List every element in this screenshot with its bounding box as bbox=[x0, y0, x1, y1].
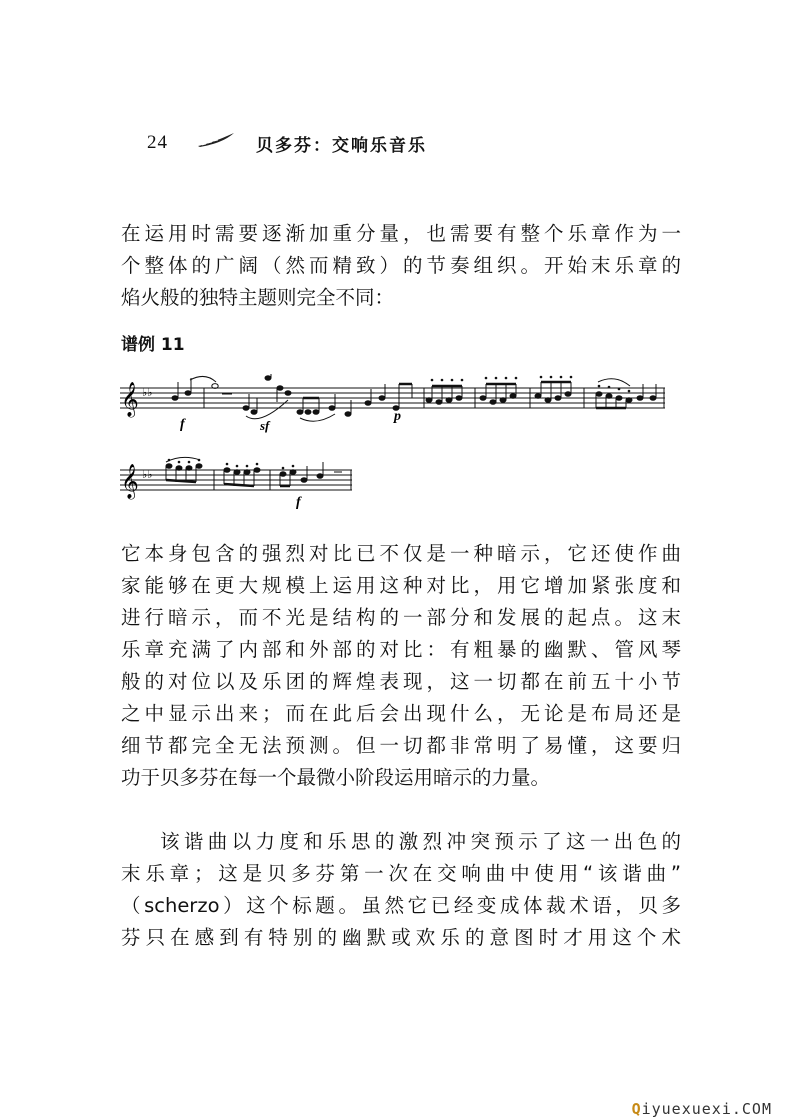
text-line: 末乐章；这是贝多芬第一次在交响曲中使用“该谐曲” bbox=[121, 862, 681, 885]
text-line: 芬只在感到有特别的幽默或欢乐的意图时才用这个术 bbox=[121, 926, 681, 949]
dynamic-mark: f bbox=[180, 417, 185, 432]
example-label: 谱例 11 bbox=[121, 335, 185, 355]
text-line: 之中显示出来；而在此后会出现什么，无论是布局还是 bbox=[121, 702, 681, 725]
treble-clef-icon: 𝄞 bbox=[121, 464, 139, 499]
text-line: 功于贝多芬在每一个最微小阶段运用暗示的力量。 bbox=[121, 766, 551, 789]
score-system-2 bbox=[120, 456, 352, 512]
watermark-text: iyuexuexi.COM bbox=[641, 1100, 772, 1118]
dynamic-mark: f bbox=[296, 495, 301, 510]
text-line: 该谐曲以力度和乐思的激烈冲突预示了这一出色的 bbox=[160, 830, 681, 853]
text-line: 在运用时需要逐渐加重分量，也需要有整个乐章作为一 bbox=[121, 222, 681, 245]
score-system-1 bbox=[120, 374, 665, 434]
quill-icon bbox=[196, 132, 236, 148]
intro-paragraph bbox=[121, 218, 681, 314]
text-line: 家能够在更大规模上运用这种对比，用它增加紧张度和 bbox=[121, 574, 681, 597]
text-line: 它本身包含的强烈对比已不仅是一种暗示，它还使作曲 bbox=[121, 542, 681, 565]
body-paragraph bbox=[121, 538, 681, 794]
treble-clef-icon: 𝄞 bbox=[121, 382, 139, 417]
text-line: 细节都完全无法预测。但一切都非常明了易懂，这要归 bbox=[121, 734, 681, 757]
dynamic-mark: sf bbox=[260, 418, 270, 433]
text-line: 乐章充满了内部和外部的对比：有粗暴的幽默、管风琴 bbox=[121, 638, 681, 661]
site-watermark bbox=[632, 1100, 772, 1118]
svg-text:♭♭: ♭♭ bbox=[142, 386, 153, 399]
page-number: 24 bbox=[147, 132, 168, 153]
text-line: 进行暗示，而不光是结构的一部分和发展的起点。这末 bbox=[121, 606, 681, 629]
text-line: 个整体的广阔（然而精致）的节奏组织。开始末乐章的 bbox=[121, 254, 681, 277]
scherzo-paragraph bbox=[121, 826, 681, 954]
page-header bbox=[147, 128, 427, 158]
watermark-logo-letter: Q bbox=[631, 1100, 642, 1118]
text-line: 焰火般的独特主题则完全不同： bbox=[121, 286, 395, 309]
svg-text:♭♭: ♭♭ bbox=[142, 468, 153, 481]
dynamic-mark: p bbox=[394, 409, 401, 424]
text-line: 般的对位以及乐团的辉煌表现，这一切都在前五十小节 bbox=[121, 670, 681, 693]
text-line: （scherzo）这个标题。虽然它已经变成体裁术语，贝多 bbox=[121, 894, 681, 917]
book-title: 贝多芬：交响乐音乐 bbox=[256, 135, 427, 156]
